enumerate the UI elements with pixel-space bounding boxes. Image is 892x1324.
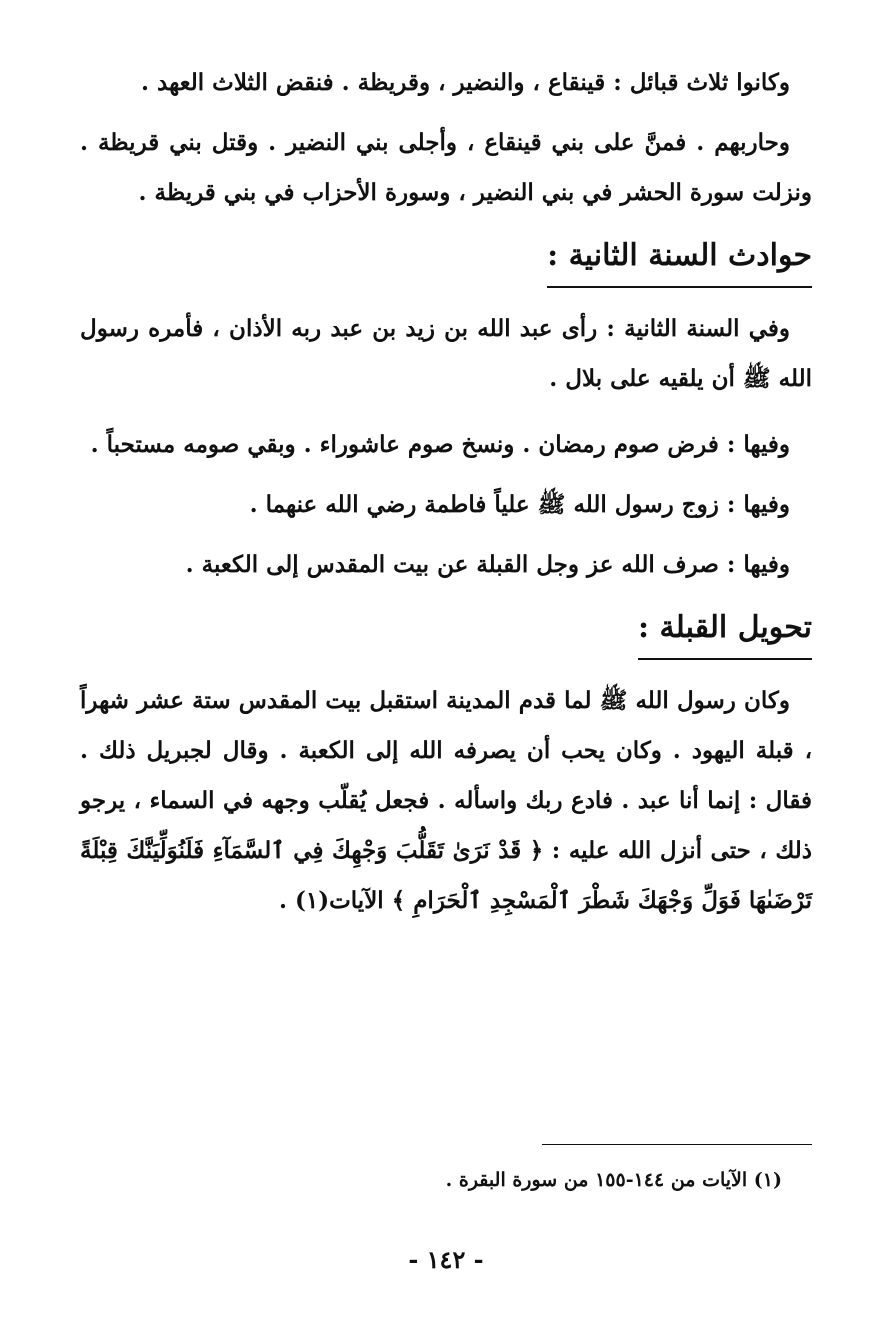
footnote-divider	[542, 1144, 812, 1145]
paragraph-marriage: وفيها : زوج رسول الله ﷺ علياً فاطمة رضي الله عنهما .	[249, 491, 790, 518]
paragraph-adhan: وفي السنة الثانية : رأى عبد الله بن زيد بن عبد ربه الأذان ، فأمره رسول الله ﷺ أن يلقيه على بلال .	[80, 315, 812, 392]
book-page	[80, 58, 812, 1324]
paragraph-ramadan: وفيها : فرض صوم رمضان . ونسخ صوم عاشوراء . وبقي صومه مستحباً .	[90, 431, 790, 458]
section-heading-qibla: تحويل القبلة :	[638, 600, 812, 660]
paragraph-war: وحاربهم . فمنَّ على بني قينقاع ، وأجلى بني النضير . وقتل بني قريظة . ونزلت سورة الحشر في بني النضير ، وسورة الأحزاب في بني قريظة .	[80, 129, 812, 206]
heading-wrap-second-year	[80, 228, 812, 288]
section-heading-second-year: حوادث السنة الثانية :	[547, 228, 812, 288]
footnote-text: (١) الآيات من ١٤٤-١٥٥ من سورة البقرة .	[445, 1169, 782, 1191]
paragraph-qibla-change: وفيها : صرف الله عز وجل القبلة عن بيت المقدس إلى الكعبة .	[185, 551, 790, 578]
heading-wrap-qibla	[80, 600, 812, 660]
paragraph-tribes: وكانوا ثلاث قبائل : قينقاع ، والنضير ، وقريظة . فنقض الثلاث العهد .	[140, 69, 790, 96]
paragraph-qibla-story: وكان رسول الله ﷺ لما قدم المدينة استقبل بيت المقدس ستة عشر شهراً ، قبلة اليهود . وكان يحب أن يصرفه الله إلى الكعبة . وقال لجبريل ذلك . فقال : إنما أنا عبد . فادع ربك واسأله . فجعل يُقلّب وجهه في السماء ، يرجو ذلك ، حتى أنزل الله عليه : ﴿ قَدْ نَرَىٰ تَقَلُّبَ وَجْهِكَ فِي ٱلسَّمَآءِ فَلَنُوَلِّيَنَّكَ قِبْلَةً تَرْضَىٰهَا فَوَلِّ وَجْهَكَ شَطْرَ ٱلْمَسْجِدِ ٱلْحَرَامِ ﴾ الآيات(١) .	[80, 687, 812, 914]
page-number: - ١٤٢ -	[408, 1245, 484, 1274]
